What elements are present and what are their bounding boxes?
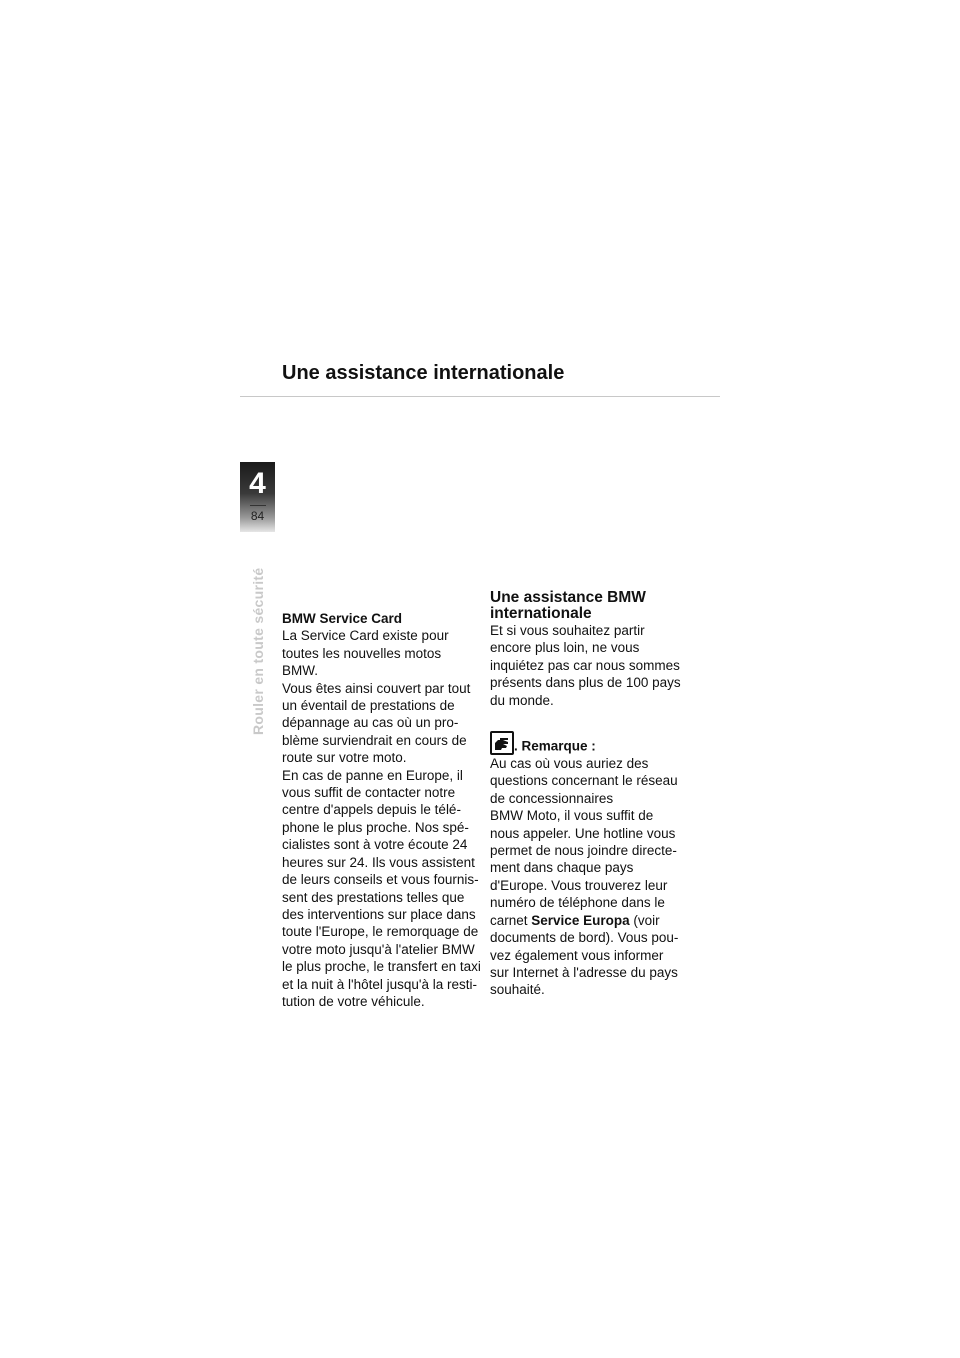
chapter-divider: [250, 505, 266, 506]
note-tail-text: [490, 929, 695, 999]
text-line: phone le plus proche. Nos spé-: [282, 819, 469, 835]
text-line: des interventions sur place dans: [282, 906, 476, 922]
text-line: dépannage au cas où un pro-: [282, 715, 459, 731]
text-line: centre d'appels depuis le télé-: [282, 802, 461, 818]
note-block: [490, 731, 695, 999]
left-column: [282, 610, 487, 1010]
text-line: sent des prestations telles que: [282, 889, 465, 905]
text-line: le plus proche, le transfert en taxi: [282, 959, 481, 975]
text-line: Et si vous souhaitez partir: [490, 623, 645, 638]
chapter-tab: [240, 462, 275, 532]
text-line: encore plus loin, ne vous: [490, 640, 640, 656]
service-europa-label: Service Europa: [531, 912, 630, 928]
text-line: numéro de téléphone dans le: [490, 895, 665, 911]
text-line: votre moto jusqu'à l'atelier BMW: [282, 941, 475, 957]
title-divider: [240, 396, 720, 397]
text-line: de leurs conseils et vous fournis-: [282, 872, 479, 888]
text-line: souhaité.: [490, 982, 545, 998]
text-line: questions concernant le réseau: [490, 773, 678, 789]
text-line: toute l'Europe, le remorquage de: [282, 924, 479, 940]
section-heading-line2: internationale: [490, 605, 592, 622]
text-line: BMW Moto, il vous suffit de: [490, 808, 654, 824]
text-line: documents de bord). Vous pou-: [490, 930, 679, 946]
text-line: permet de nous joindre directe-: [490, 843, 677, 859]
note-label: . Remarque :: [514, 738, 596, 754]
service-card-heading: BMW Service Card: [282, 611, 403, 626]
page-title: Une assistance internationale: [282, 362, 565, 384]
chapter-side-label: Rouler en toute sécurité: [250, 567, 266, 735]
note-hand-icon: [490, 731, 514, 755]
note-carnet-line: [490, 912, 695, 929]
service-card-text: [282, 627, 487, 1010]
text-line: présents dans plus de 100 pays: [490, 675, 681, 691]
text-line: toutes les nouvelles motos: [282, 645, 442, 661]
note-text: [490, 755, 695, 912]
text-line: sur Internet à l'adresse du pays: [490, 964, 678, 980]
intro-text: [490, 622, 695, 709]
text-line: heures sur 24. Ils vous assistent: [282, 854, 475, 870]
carnet-prefix: carnet: [490, 912, 532, 928]
chapter-number: 4: [249, 467, 266, 500]
right-column: [490, 590, 695, 999]
text-line: de concessionnaires: [490, 790, 614, 806]
text-line: ment dans chaque pays: [490, 860, 634, 876]
text-line: du monde.: [490, 692, 554, 708]
text-line: route sur votre moto.: [282, 750, 407, 766]
text-line: En cas de panne en Europe, il: [282, 767, 463, 783]
carnet-suffix: (voir: [629, 912, 660, 928]
text-line: d'Europe. Vous trouverez leur: [490, 877, 668, 893]
section-heading: [490, 590, 695, 622]
text-line: BMW.: [282, 663, 318, 679]
text-line: vez également vous informer: [490, 947, 664, 963]
text-line: et la nuit à l'hôtel jusqu'à la resti-: [282, 976, 478, 992]
text-line: cialistes sont à votre écoute 24: [282, 837, 468, 853]
text-line: vous suffit de contacter notre: [282, 785, 456, 801]
text-line: un éventail de prestations de: [282, 698, 455, 714]
text-line: blème surviendrait en cours de: [282, 732, 467, 748]
section-heading-line1: Une assistance BMW: [490, 589, 646, 606]
text-line: La Service Card existe pour: [282, 628, 449, 644]
text-line: nous appeler. Une hotline vous: [490, 825, 676, 841]
text-line: tution de votre véhicule.: [282, 993, 425, 1009]
text-line: Vous êtes ainsi couvert par tout: [282, 680, 471, 696]
note-header: [490, 731, 695, 755]
text-line: inquiétez pas car nous sommes: [490, 657, 680, 673]
page-number: 84: [250, 509, 265, 523]
text-line: Au cas où vous auriez des: [490, 756, 649, 772]
